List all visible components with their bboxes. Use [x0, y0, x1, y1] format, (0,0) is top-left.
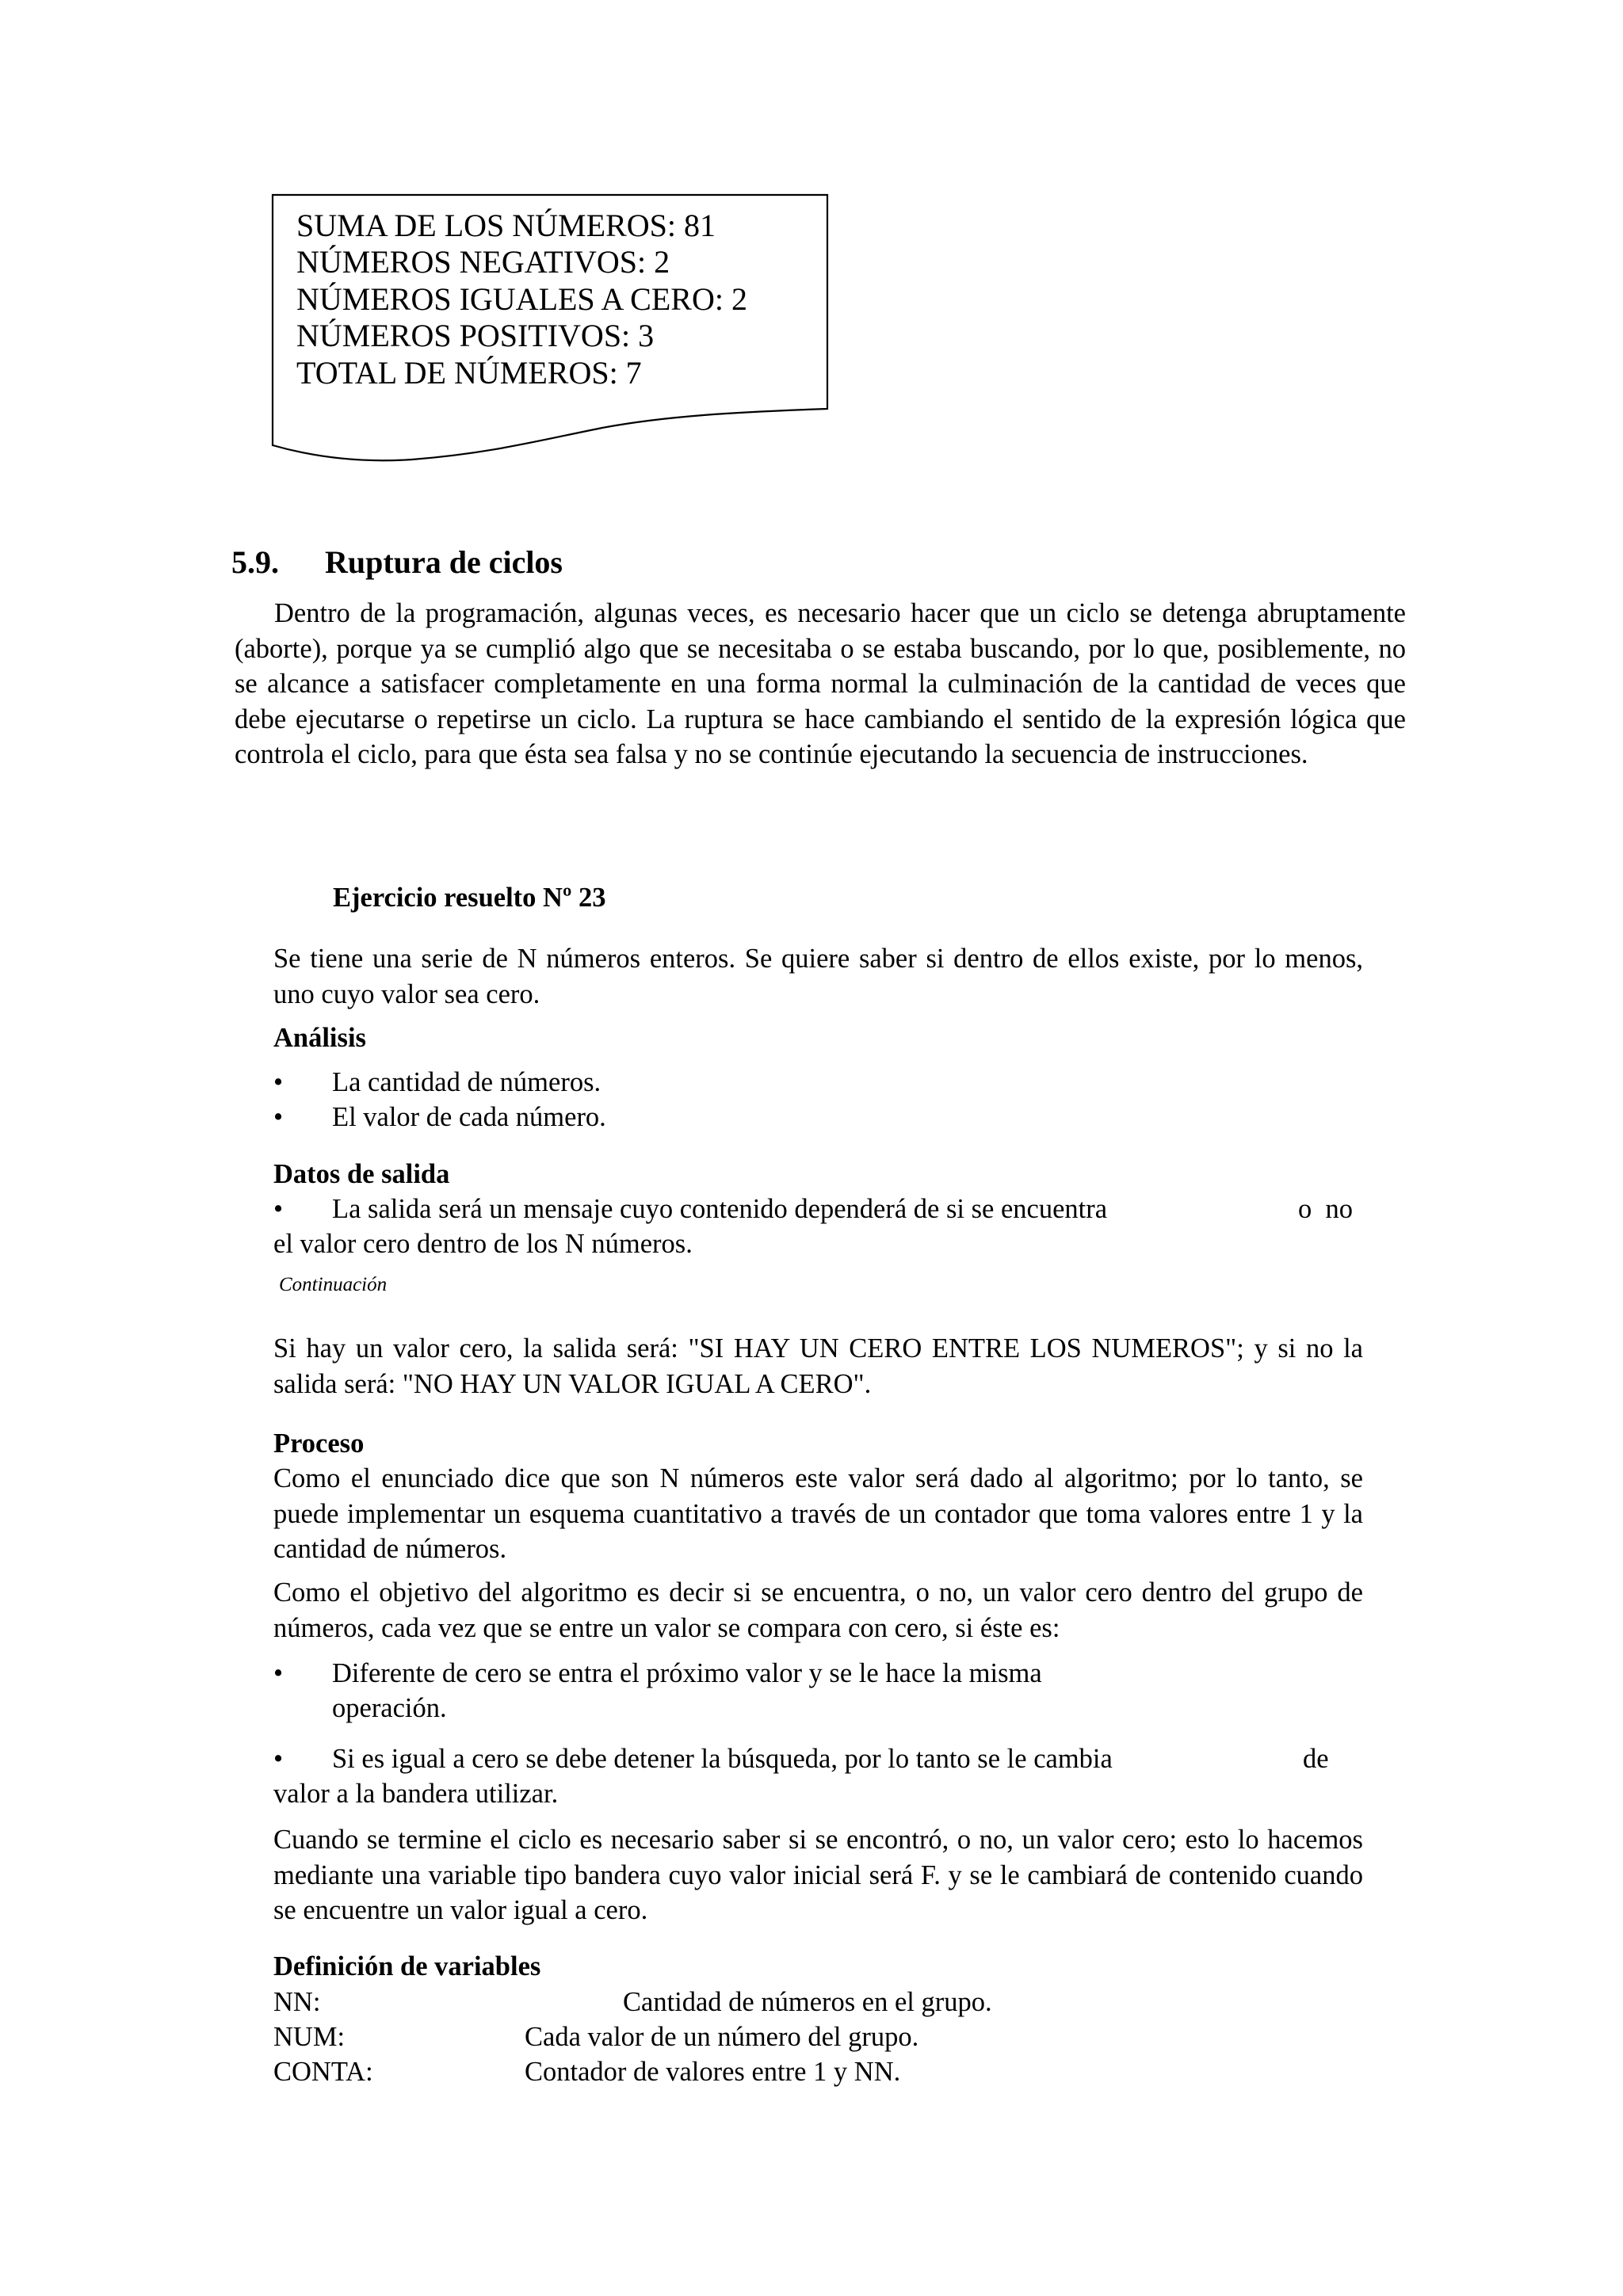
analysis-item — [273, 1100, 606, 1135]
variable-desc: Cada valor de un número del grupo. — [525, 2022, 919, 2052]
analysis-heading: Análisis — [273, 1023, 366, 1053]
bullet-icon: • — [273, 1744, 284, 1774]
output-line-negativos: NÚMEROS NEGATIVOS: 2 — [296, 244, 670, 280]
output-data-item — [273, 1192, 1107, 1226]
process-bullet-1 — [273, 1656, 1042, 1691]
output-line-total: TOTAL DE NÚMEROS: 7 — [296, 355, 642, 391]
analysis-item-text: La cantidad de números. — [332, 1067, 601, 1097]
process-paragraph-1: Como el enunciado dice que son N números este valor será dado al algoritmo; por lo tanto, se puede implementar un esquema cuantitativo a través de un contador que toma valores entre 1 y la cantidad de números. — [273, 1463, 1363, 1565]
output-detail-paragraph: Si hay un valor cero, la salida será: "SI HAY UN CERO ENTRE LOS NUMEROS"; y si no la salida será: "NO HAY UN VALOR IGUAL A CERO". — [273, 1333, 1363, 1399]
variable-name: NN: — [273, 1987, 321, 2017]
section-heading — [231, 543, 563, 581]
output-line-suma: SUMA DE LOS NÚMEROS: 81 — [296, 208, 716, 243]
variable-name: CONTA: — [273, 2057, 373, 2087]
process-bullet-2-text: Si es igual a cero se debe detener la búsqueda, por lo tanto se le cambia — [332, 1744, 1113, 1774]
analysis-item — [273, 1065, 601, 1100]
output-line-positivos: NÚMEROS POSITIVOS: 3 — [296, 318, 655, 353]
continuation-note: Continuación — [279, 1274, 388, 1295]
variable-desc: Cantidad de números en el grupo. — [623, 1987, 992, 2017]
process-bullet-2 — [273, 1741, 1113, 1776]
variable-row — [273, 1985, 320, 2019]
variable-row — [273, 2054, 373, 2089]
process-bullet-2-tail: de — [1303, 1744, 1329, 1774]
process-bullet-2-line2: valor a la bandera utilizar. — [273, 1779, 559, 1809]
section-intro-paragraph: Dentro de la programación, algunas veces, es necesario hacer que un ciclo se detenga abruptamente (aborte), porque ya se cumplió algo que se necesitaba o se estaba buscando, por lo que, posiblemente, no se alcance a satisfacer completamente en una forma normal la culminación de la cantidad de veces que debe ejecutarse o repetirse un ciclo. La ruptura se hace cambiando el sentido de la expresión lógica que controla el ciclo, para que ésta sea falsa y no se continúe ejecutando la secuencia de instrucciones. — [235, 598, 1406, 770]
section-title: Ruptura de ciclos — [325, 544, 563, 580]
exercise-statement: Se tiene una serie de N números enteros. Se quiere saber si dentro de ellos existe, por lo menos, uno cuyo valor sea cero. — [273, 944, 1363, 1009]
variable-desc: Contador de valores entre 1 y NN. — [525, 2057, 901, 2087]
output-data-item-text: La salida será un mensaje cuyo contenido dependerá de si se encuentra — [332, 1194, 1108, 1224]
variable-row — [273, 2019, 345, 2054]
output-data-item-line2: el valor cero dentro de los N números. — [273, 1229, 693, 1259]
bullet-icon: • — [273, 1067, 284, 1097]
process-bullet-1-line2: operación. — [332, 1693, 447, 1723]
variable-name: NUM: — [273, 2022, 346, 2052]
bullet-icon: • — [273, 1658, 284, 1688]
process-paragraph-2: Como el objetivo del algoritmo es decir si se encuentra, o no, un valor cero dentro del grupo de números, cada vez que se entre un valor se compara con cero, si éste es: — [273, 1577, 1363, 1643]
exercise-title: Ejercicio resuelto Nº 23 — [333, 883, 606, 913]
section-number: 5.9. — [231, 544, 279, 580]
output-data-item-tail: o no — [1298, 1194, 1353, 1224]
bullet-icon: • — [273, 1102, 284, 1132]
output-document-shape — [0, 0, 1623, 491]
output-line-iguales-cero: NÚMEROS IGUALES A CERO: 2 — [296, 281, 747, 317]
process-heading: Proceso — [273, 1428, 365, 1459]
process-paragraph-3: Cuando se termine el ciclo es necesario saber si se encontró, o no, un valor cero; esto lo hacemos mediante una variable tipo bandera cuyo valor inicial será F. y se le cambiará de contenido cuando se encuentre un valor igual a cero. — [273, 1825, 1363, 1926]
variables-heading: Definición de variables — [273, 1951, 541, 1981]
bullet-icon: • — [273, 1194, 284, 1224]
analysis-item-text: El valor de cada número. — [332, 1102, 606, 1132]
process-bullet-1-text: Diferente de cero se entra el próximo valor y se le hace la misma — [332, 1658, 1042, 1688]
output-data-heading: Datos de salida — [273, 1159, 450, 1189]
